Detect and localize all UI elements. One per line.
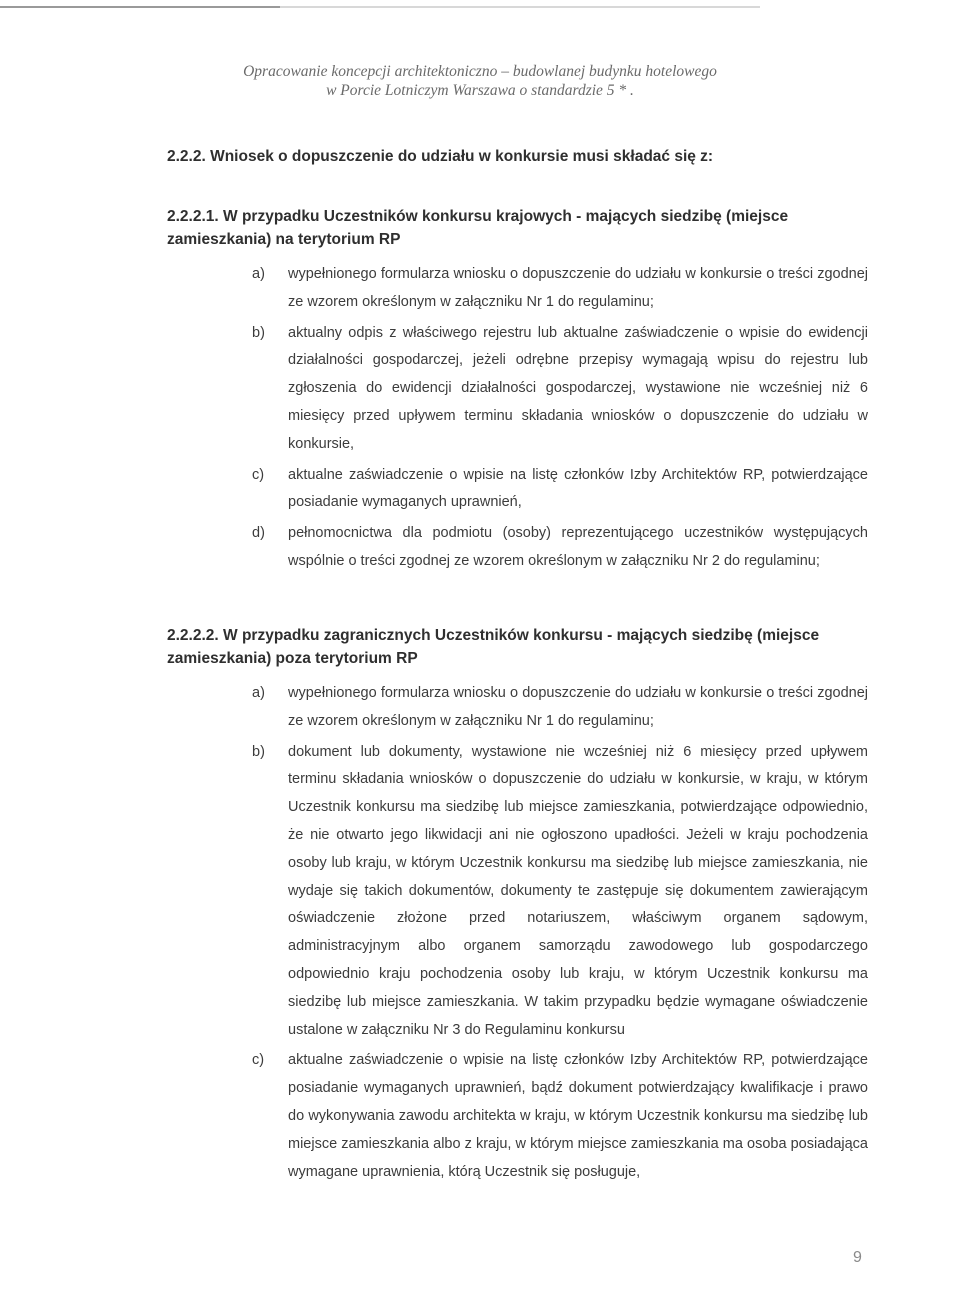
list-item-text: aktualne zaświadczenie o wpisie na listę członków Izby Architektów RP, potwierdzające posiadanie wymaganych uprawnień, bądź dokument potwierdzający kwalifikacje i prawo do wykonywania zawodu architekta w kraju, w którym Uczestnik konkursu ma siedzibę lub miejsce zamieszkania albo z kraju, w którym miejsce zamieszkania ma osoba posiadająca wymagane uprawnienia, którą Uczestnik się posługuje, <box>288 1052 868 1180</box>
list-marker: d) <box>252 525 265 542</box>
list-item <box>252 261 868 317</box>
section-heading-2-2-2-2: 2.2.2.2. W przypadku zagranicznych Uczestników konkursu - mających siedzibę (miejsce zamieszkania) poza terytorium RP <box>167 627 820 667</box>
header-line-2: w Porcie Lotniczym Warszawa o standardzie 5 * . <box>326 82 634 99</box>
list-item-text: aktualne zaświadczenie o wpisie na listę członków Izby Architektów RP, potwierdzające posiadanie wymaganych uprawnień, <box>288 466 868 511</box>
list-item <box>252 520 868 576</box>
list-marker: a) <box>252 266 265 282</box>
running-header <box>160 62 800 100</box>
list-item <box>252 462 868 518</box>
section-heading-2-2-2-1: 2.2.2.1. W przypadku Uczestników konkursu krajowych - mających siedzibę (miejsce zamieszkania) na terytorium RP <box>167 208 789 248</box>
list-marker: a) <box>252 685 265 701</box>
requirements-list-foreign <box>252 680 868 1189</box>
list-item <box>252 320 868 459</box>
list-item <box>252 1047 868 1186</box>
list-marker: b) <box>252 743 265 760</box>
requirements-list-domestic <box>252 261 868 579</box>
list-item-text: wypełnionego formularza wniosku o dopuszczenie do udziału w konkursie o treści zgodnej ze wzorem określonym w załączniku Nr 1 do regulaminu; <box>288 685 868 729</box>
list-marker: b) <box>252 324 265 341</box>
header-line-1: Opracowanie koncepcji architektoniczno – budowlanej budynku hotelowego <box>243 63 717 80</box>
list-item-text: dokument lub dokumenty, wystawione nie wcześniej niż 6 miesięcy przed upływem terminu składania wniosków o dopuszczenie do udziału w konkursie, w kraju, w którym Uczestnik konkursu ma siedzibę lub miejsce zamieszkania, potwierdzające odpowiednio, że nie otwarto jego likwidacji ani nie ogłoszono upadłości. Jeżeli w kraju pochodzenia osoby lub kraju, w którym Uczestnik konkursu ma siedzibę lub miejsce zamieszkania, nie wydaje się takich dokumentów, dokumenty te zastępuje się dokumentem zawierającym oświadczenie złożone przed notariuszem, właściwym organem sądowym, administracyjnym albo organem samorządu zawodowego lub gospodarczego odpowiednio kraju pochodzenia osoby lub kraju, w którym Uczestnik konkursu ma siedzibę lub miejsce zamieszkania. W takim przypadku będzie wymagane oświadczenie ustalone w załączniku Nr 3 do Regulaminu konkursu <box>288 743 868 1038</box>
section-heading-2-2-2: 2.2.2. Wniosek o dopuszczenie do udziału w konkursie musi składać się z: <box>167 148 714 165</box>
list-item <box>252 739 868 1045</box>
list-item <box>252 680 868 736</box>
list-item-text: wypełnionego formularza wniosku o dopuszczenie do udziału w konkursie o treści zgodnej ze wzorem określonym w załączniku Nr 1 do regulaminu; <box>288 266 868 310</box>
list-item-text: aktualny odpis z właściwego rejestru lub aktualne zaświadczenie o wpisie do ewidencji działalności gospodarczej, jeżeli odrębne przepisy wymagają wpisu do rejestru lub zgłoszenia do ewidencji działalności gospodarczej, wystawione nie wcześniej niż 6 miesięcy przed upływem terminu składania wniosków o dopuszczenie do udziału w konkursie, <box>288 324 868 452</box>
list-marker: c) <box>252 1052 265 1069</box>
list-item-text: pełnomocnictwa dla podmiotu (osoby) reprezentującego uczestników występujących wspólnie o treści zgodnej ze wzorem określonym w załączniku Nr 2 do regulaminu; <box>288 525 868 569</box>
top-scan-rule-dark <box>0 6 280 8</box>
list-marker: c) <box>252 466 265 483</box>
page-number: 9 <box>853 1249 862 1266</box>
